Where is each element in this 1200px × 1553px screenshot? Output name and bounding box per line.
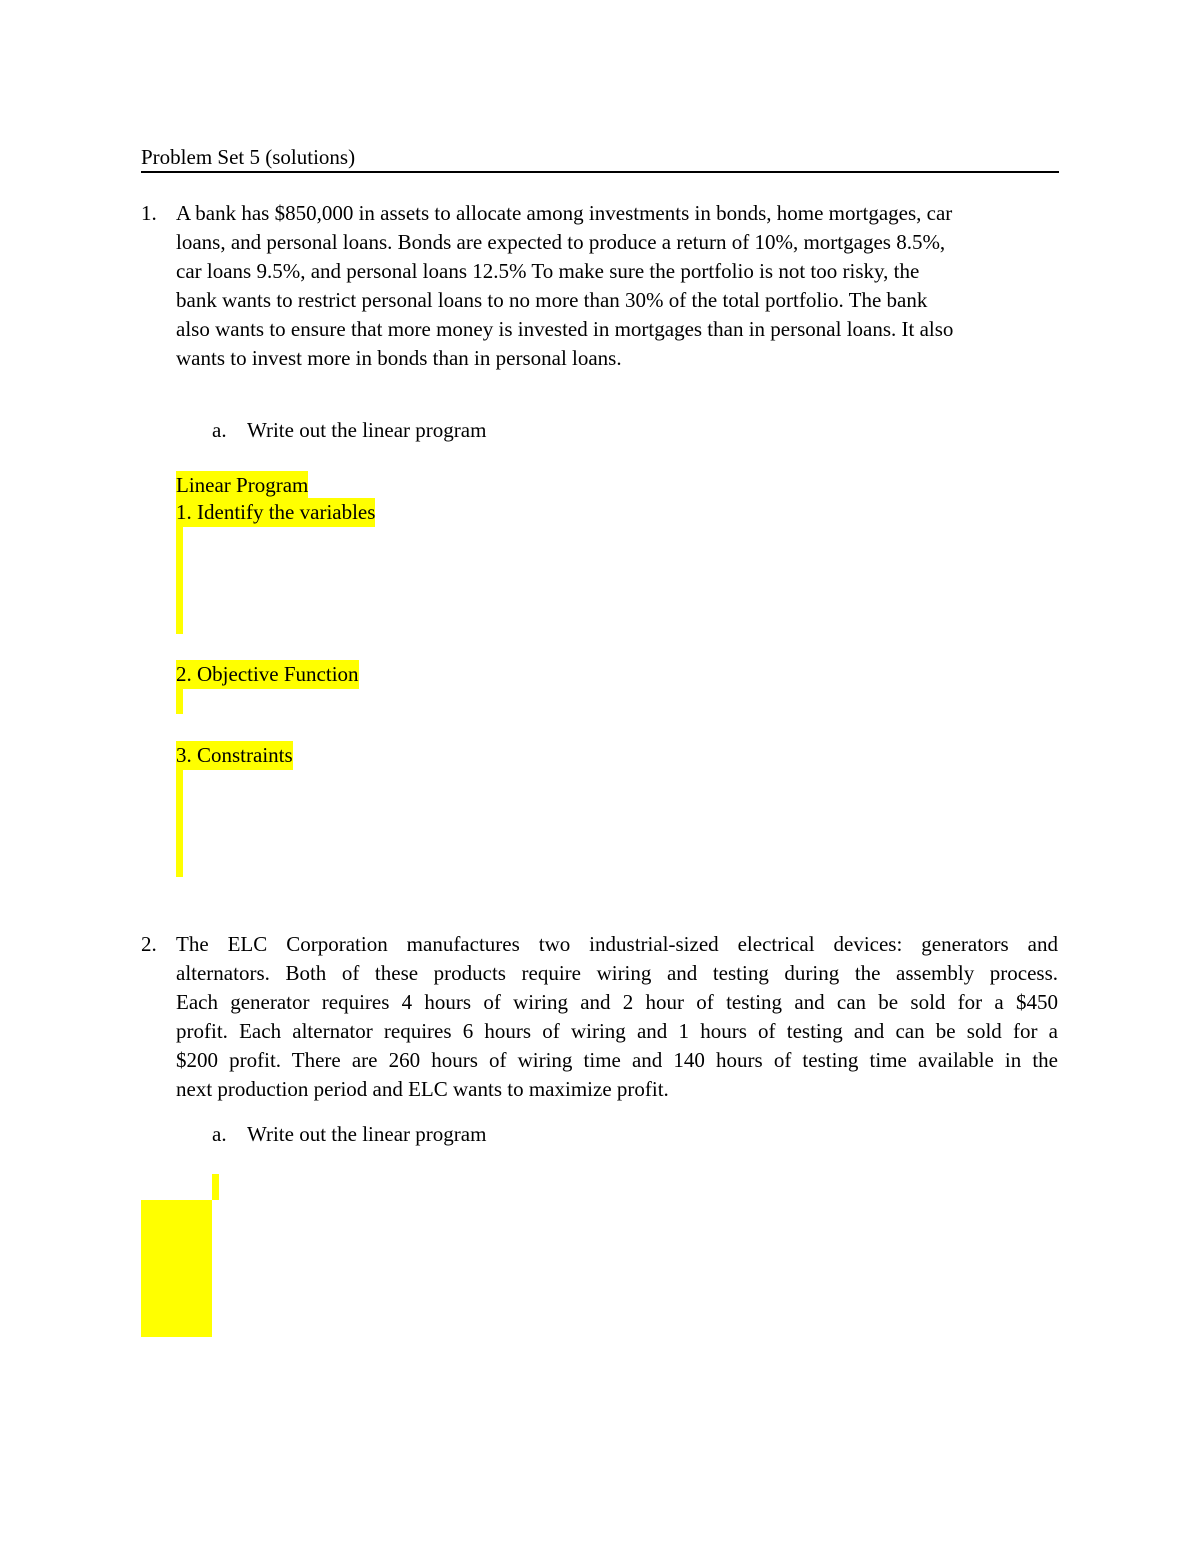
problem-2-sub-a-text: Write out the linear program (247, 1122, 487, 1146)
problem-1-line: also wants to ensure that more money is invested in mortgages than in personal loans. It also (176, 317, 954, 341)
problem-2-sub-a-letter: a. (212, 1122, 227, 1146)
problem-2-line: The ELC Corporation manufactures two industrial-sized electrical devices: generators and (176, 932, 1058, 956)
problem-1-sub-a-text: Write out the linear program (247, 418, 487, 442)
problem-1-sub-a-letter: a. (212, 418, 227, 442)
problem-2-line: Each generator requires 4 hours of wiring and 2 hour of testing and can be sold for a $450 (176, 990, 1058, 1014)
lp-step-identify-variables: 1. Identify the variables (176, 498, 375, 527)
problem-1-line: wants to invest more in bonds than in personal loans. (176, 346, 622, 370)
problem-1-line: car loans 9.5%, and personal loans 12.5% To make sure the portfolio is not too risky, the (176, 259, 920, 283)
problem-2-line: profit. Each alternator requires 6 hours of wiring and 1 hours of testing and can be sold for a (176, 1019, 1058, 1043)
lp-heading: Linear Program (176, 471, 308, 500)
lp-step-constraints: 3. Constraints (176, 741, 293, 770)
problem-2-line: next production period and ELC wants to maximize profit. (176, 1077, 669, 1101)
problem-2-line: alternators. Both of these products require wiring and testing during the assembly process. (176, 961, 1058, 985)
highlight-block (141, 1200, 212, 1337)
problem-1-line: A bank has $850,000 in assets to allocate among investments in bonds, home mortgages, car (176, 201, 953, 225)
lp-step-objective-function: 2. Objective Function (176, 660, 359, 689)
problem-2-number: 2. (141, 932, 157, 956)
page-title: Problem Set 5 (solutions) (141, 143, 1059, 173)
problem-1-line: loans, and personal loans. Bonds are expected to produce a return of 10%, mortgages 8.5%, (176, 230, 946, 254)
problem-2-line: $200 profit. There are 260 hours of wiring time and 140 hours of testing time available in the (176, 1048, 1058, 1072)
problem-1-number: 1. (141, 201, 157, 225)
highlight-bar (176, 769, 183, 877)
highlight-bar (212, 1174, 219, 1200)
problem-1-text (176, 199, 1054, 373)
highlight-bar (176, 688, 183, 714)
problem-1-line: bank wants to restrict personal loans to no more than 30% of the total portfolio. The bank (176, 288, 928, 312)
problem-2-text (176, 930, 1058, 1104)
highlight-bar (176, 526, 183, 634)
